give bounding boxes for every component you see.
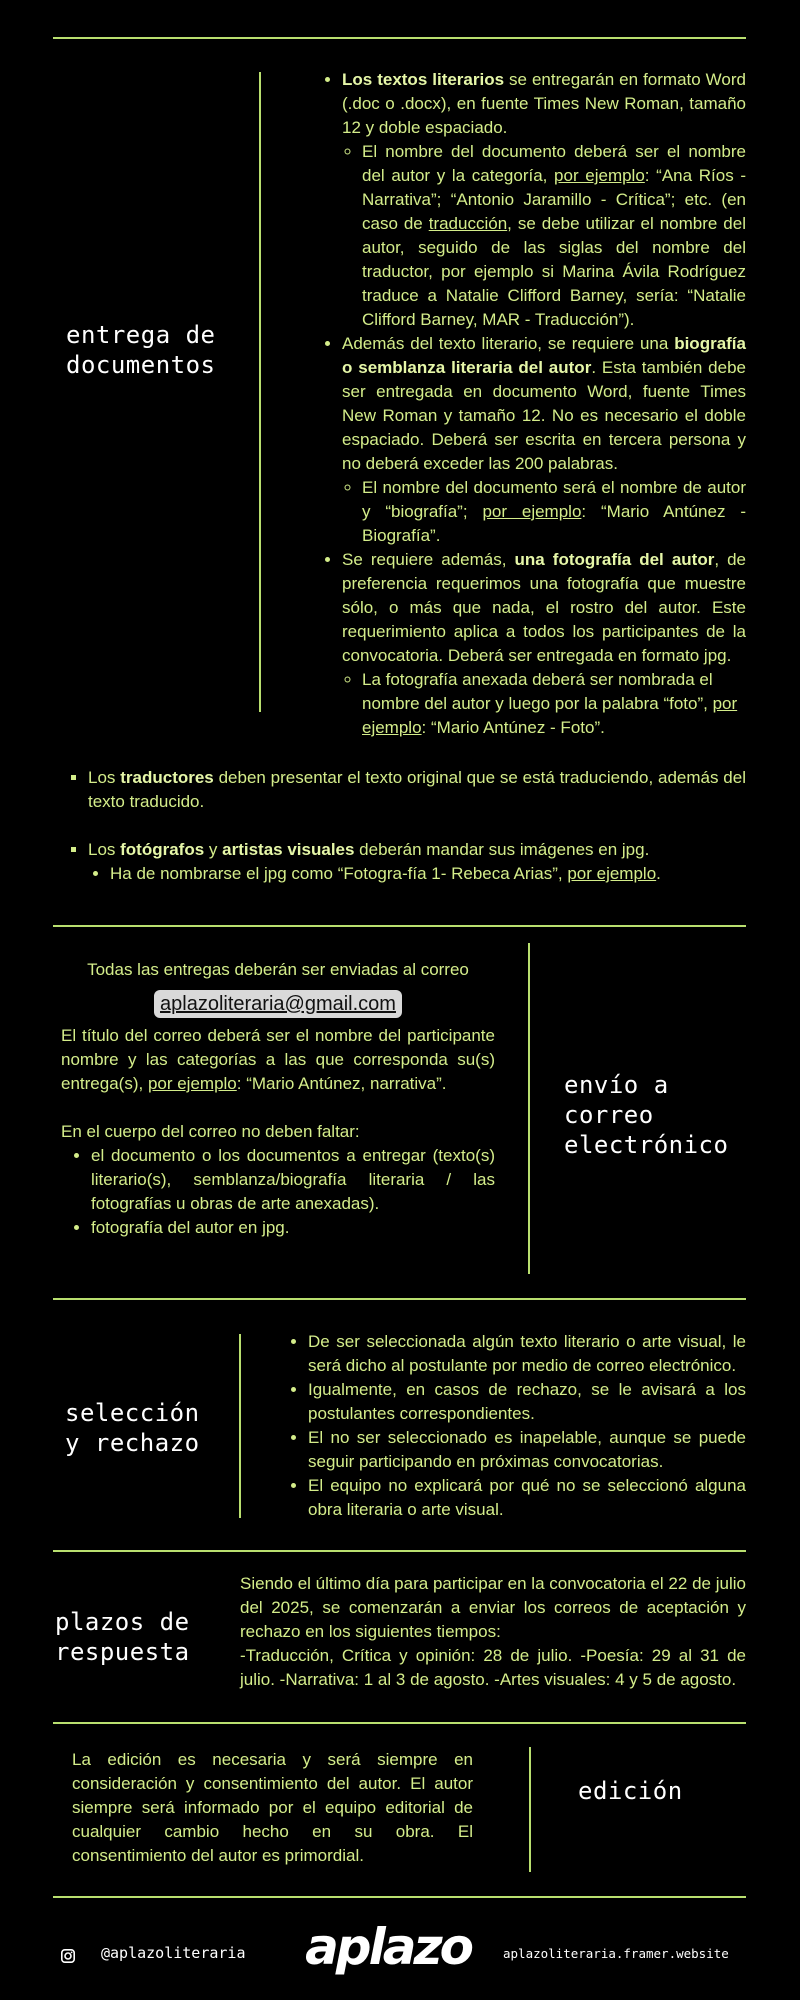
- divider: [53, 1722, 746, 1724]
- example-link[interactable]: por ejemplo: [567, 864, 657, 883]
- vertical-divider: [259, 72, 261, 712]
- list-item: • el documento o los documentos a entregar (texto(s) literario(s), semblanza/biografía literaria / las fotografías u obras de arte anexadas).: [91, 1144, 495, 1216]
- instagram-icon[interactable]: [61, 1946, 75, 1960]
- envio-intro: Todas las entregas deberán ser enviadas al correo: [87, 960, 469, 979]
- section-heading-entrega: entrega de documentos: [66, 321, 216, 379]
- list-item: • Los textos literarios se entregarán en formato Word (.doc o .docx), en fuente Times New Roman, tamaño 12 y doble espaciado. ◦ El nombre del documento deberá ser el nombre del autor y la categoría, por ejemplo: “Ana Ríos - Narrativa”; “Antonio Jaramillo - Crítica”; etc. (en caso de traducción, se debe utilizar el nombre del autor, seguido de las siglas del nombre del traductor, por ejemplo si Marina Ávila Rodríguez traduce a Natalie Clifford Barney, sería: “Natalie Clifford Barney, MAR - Traducción”).: [342, 68, 746, 332]
- entrega-content: [322, 68, 746, 740]
- list-item: ▪ Los fotógrafos y artistas visuales deberán mandar sus imágenes en jpg. • Ha de nombrarse el jpg como “Fotogra-fía 1- Rebeca Arias”, por ejemplo.: [88, 838, 746, 886]
- example-link[interactable]: por ejemplo: [147, 1074, 237, 1093]
- list-item: ◦ El nombre del documento deberá ser el nombre del autor y la categoría, por ejemplo: “Ana Ríos - Narrativa”; “Antonio Jaramillo - Crítica”; etc. (en caso de traducción, se debe utilizar el nombre del autor, seguido de las siglas del nombre del traductor, por ejemplo si Marina Ávila Rodríguez traduce a Natalie Clifford Barney, sería: “Natalie Clifford Barney, MAR - Traducción”).: [362, 140, 746, 332]
- list-item: • Igualmente, en casos de rechazo, se le avisará a los postulantes correspondientes.: [308, 1378, 746, 1426]
- envio-paragraph: El título del correo deberá ser el nombre del participante nombre y las categorías a las que corresponda su(s) entrega(s), por ejemplo: “Mario Antúnez, narrativa”.: [61, 1026, 495, 1093]
- website-link[interactable]: aplazoliteraria.framer.website: [503, 1946, 729, 1961]
- vertical-divider: [239, 1334, 241, 1518]
- list-item: • El no ser seleccionado es inapelable, aunque se puede seguir participando en próximas convocatorias.: [308, 1426, 746, 1474]
- vertical-divider: [529, 1747, 531, 1872]
- edicion-content: [72, 1748, 473, 1868]
- envio-content: [61, 958, 495, 1240]
- example-link[interactable]: por ejemplo: [482, 502, 582, 521]
- section-heading-edicion: edición: [578, 1777, 683, 1805]
- list-item: • Además del texto literario, se requiere una biografía o semblanza literaria del autor. Esta también debe ser entregada en documento Word, fuente Times New Roman y tamaño 12. No es necesario el doble espaciado. Deberá ser escrita en tercera persona y no deberá exceder las 200 palabras. ◦ El nombre del documento será el nombre de autor y “biografía”; por ejemplo: “Mario Antúnez - Biografía”.: [342, 332, 746, 548]
- section-heading-plazos: plazos de respuesta: [55, 1608, 190, 1666]
- svg-text:aplazo: aplazo: [305, 1918, 471, 1976]
- translation-link[interactable]: traducción: [428, 214, 508, 233]
- instagram-handle[interactable]: @aplazoliteraria: [101, 1944, 246, 1962]
- list-item: ◦ El nombre del documento será el nombre de autor y “biografía”; por ejemplo: “Mario Antúnez - Biografía”.: [362, 476, 746, 548]
- plazos-paragraph: -Traducción, Crítica y opinión: 28 de julio. -Poesía: 29 al 31 de julio. -Narrativa: 1 al 3 de agosto. -Artes visuales: 4 y 5 de agosto.: [240, 1646, 746, 1689]
- vertical-divider: [528, 943, 530, 1274]
- list-item: • Ha de nombrarse el jpg como “Fotogra-fía 1- Rebeca Arias”, por ejemplo.: [110, 862, 746, 886]
- example-link[interactable]: por ejemplo: [362, 694, 738, 737]
- section-heading-envio: envío a correo electrónico: [564, 1071, 729, 1159]
- seleccion-content: [288, 1330, 746, 1522]
- email-address[interactable]: aplazoliteraria@gmail.com: [154, 990, 402, 1018]
- divider: [53, 37, 746, 39]
- list-item: ▪ Los traductores deben presentar el texto original que se está traduciendo, además del texto traducido.: [88, 766, 746, 814]
- list-item: • El equipo no explicará por qué no se seleccionó alguna obra literaria o arte visual.: [308, 1474, 746, 1522]
- plazos-content: [240, 1572, 746, 1692]
- divider: [53, 1896, 746, 1898]
- divider: [53, 1298, 746, 1300]
- list-item: • fotografía del autor en jpg.: [91, 1216, 495, 1240]
- plazos-paragraph: Siendo el último día para participar en la convocatoria el 22 de julio del 2025, se comenzarán a enviar los correos de aceptación y rechazo en los siguientes tiempos:: [240, 1574, 746, 1641]
- list-item: • Se requiere además, una fotografía del autor, de preferencia requerimos una fotografía que muestre sólo, o más que nada, el rostro del autor. Este requerimiento aplica a todos los participantes de la convocatoria. Deberá ser entregada en formato jpg. ◦ La fotografía anexada deberá ser nombrada el nombre del autor y luego por la palabra “foto”, por ejemplo: “Mario Antúnez - Foto”.: [342, 548, 746, 740]
- section-heading-seleccion: selección y rechazo: [65, 1399, 200, 1457]
- list-item: • De ser seleccionada algún texto literario o arte visual, le será dicho al postulante por medio de correo electrónico.: [308, 1330, 746, 1378]
- extra-content: [68, 766, 746, 886]
- envio-paragraph: En el cuerpo del correo no deben faltar:: [61, 1122, 360, 1141]
- divider: [53, 925, 746, 927]
- example-link[interactable]: por ejemplo: [554, 166, 645, 185]
- divider: [53, 1550, 746, 1552]
- aplazo-logo: [296, 1918, 480, 1982]
- list-item: ◦ La fotografía anexada deberá ser nombrada el nombre del autor y luego por la palabra “foto”, por ejemplo: “Mario Antúnez - Foto”.: [362, 668, 746, 740]
- edicion-paragraph: La edición es necesaria y será siempre en consideración y consentimiento del autor. El autor siempre será informado por el equipo editorial de cualquier cambio hecho en su obra. El consentimiento del autor es primordial.: [72, 1750, 473, 1865]
